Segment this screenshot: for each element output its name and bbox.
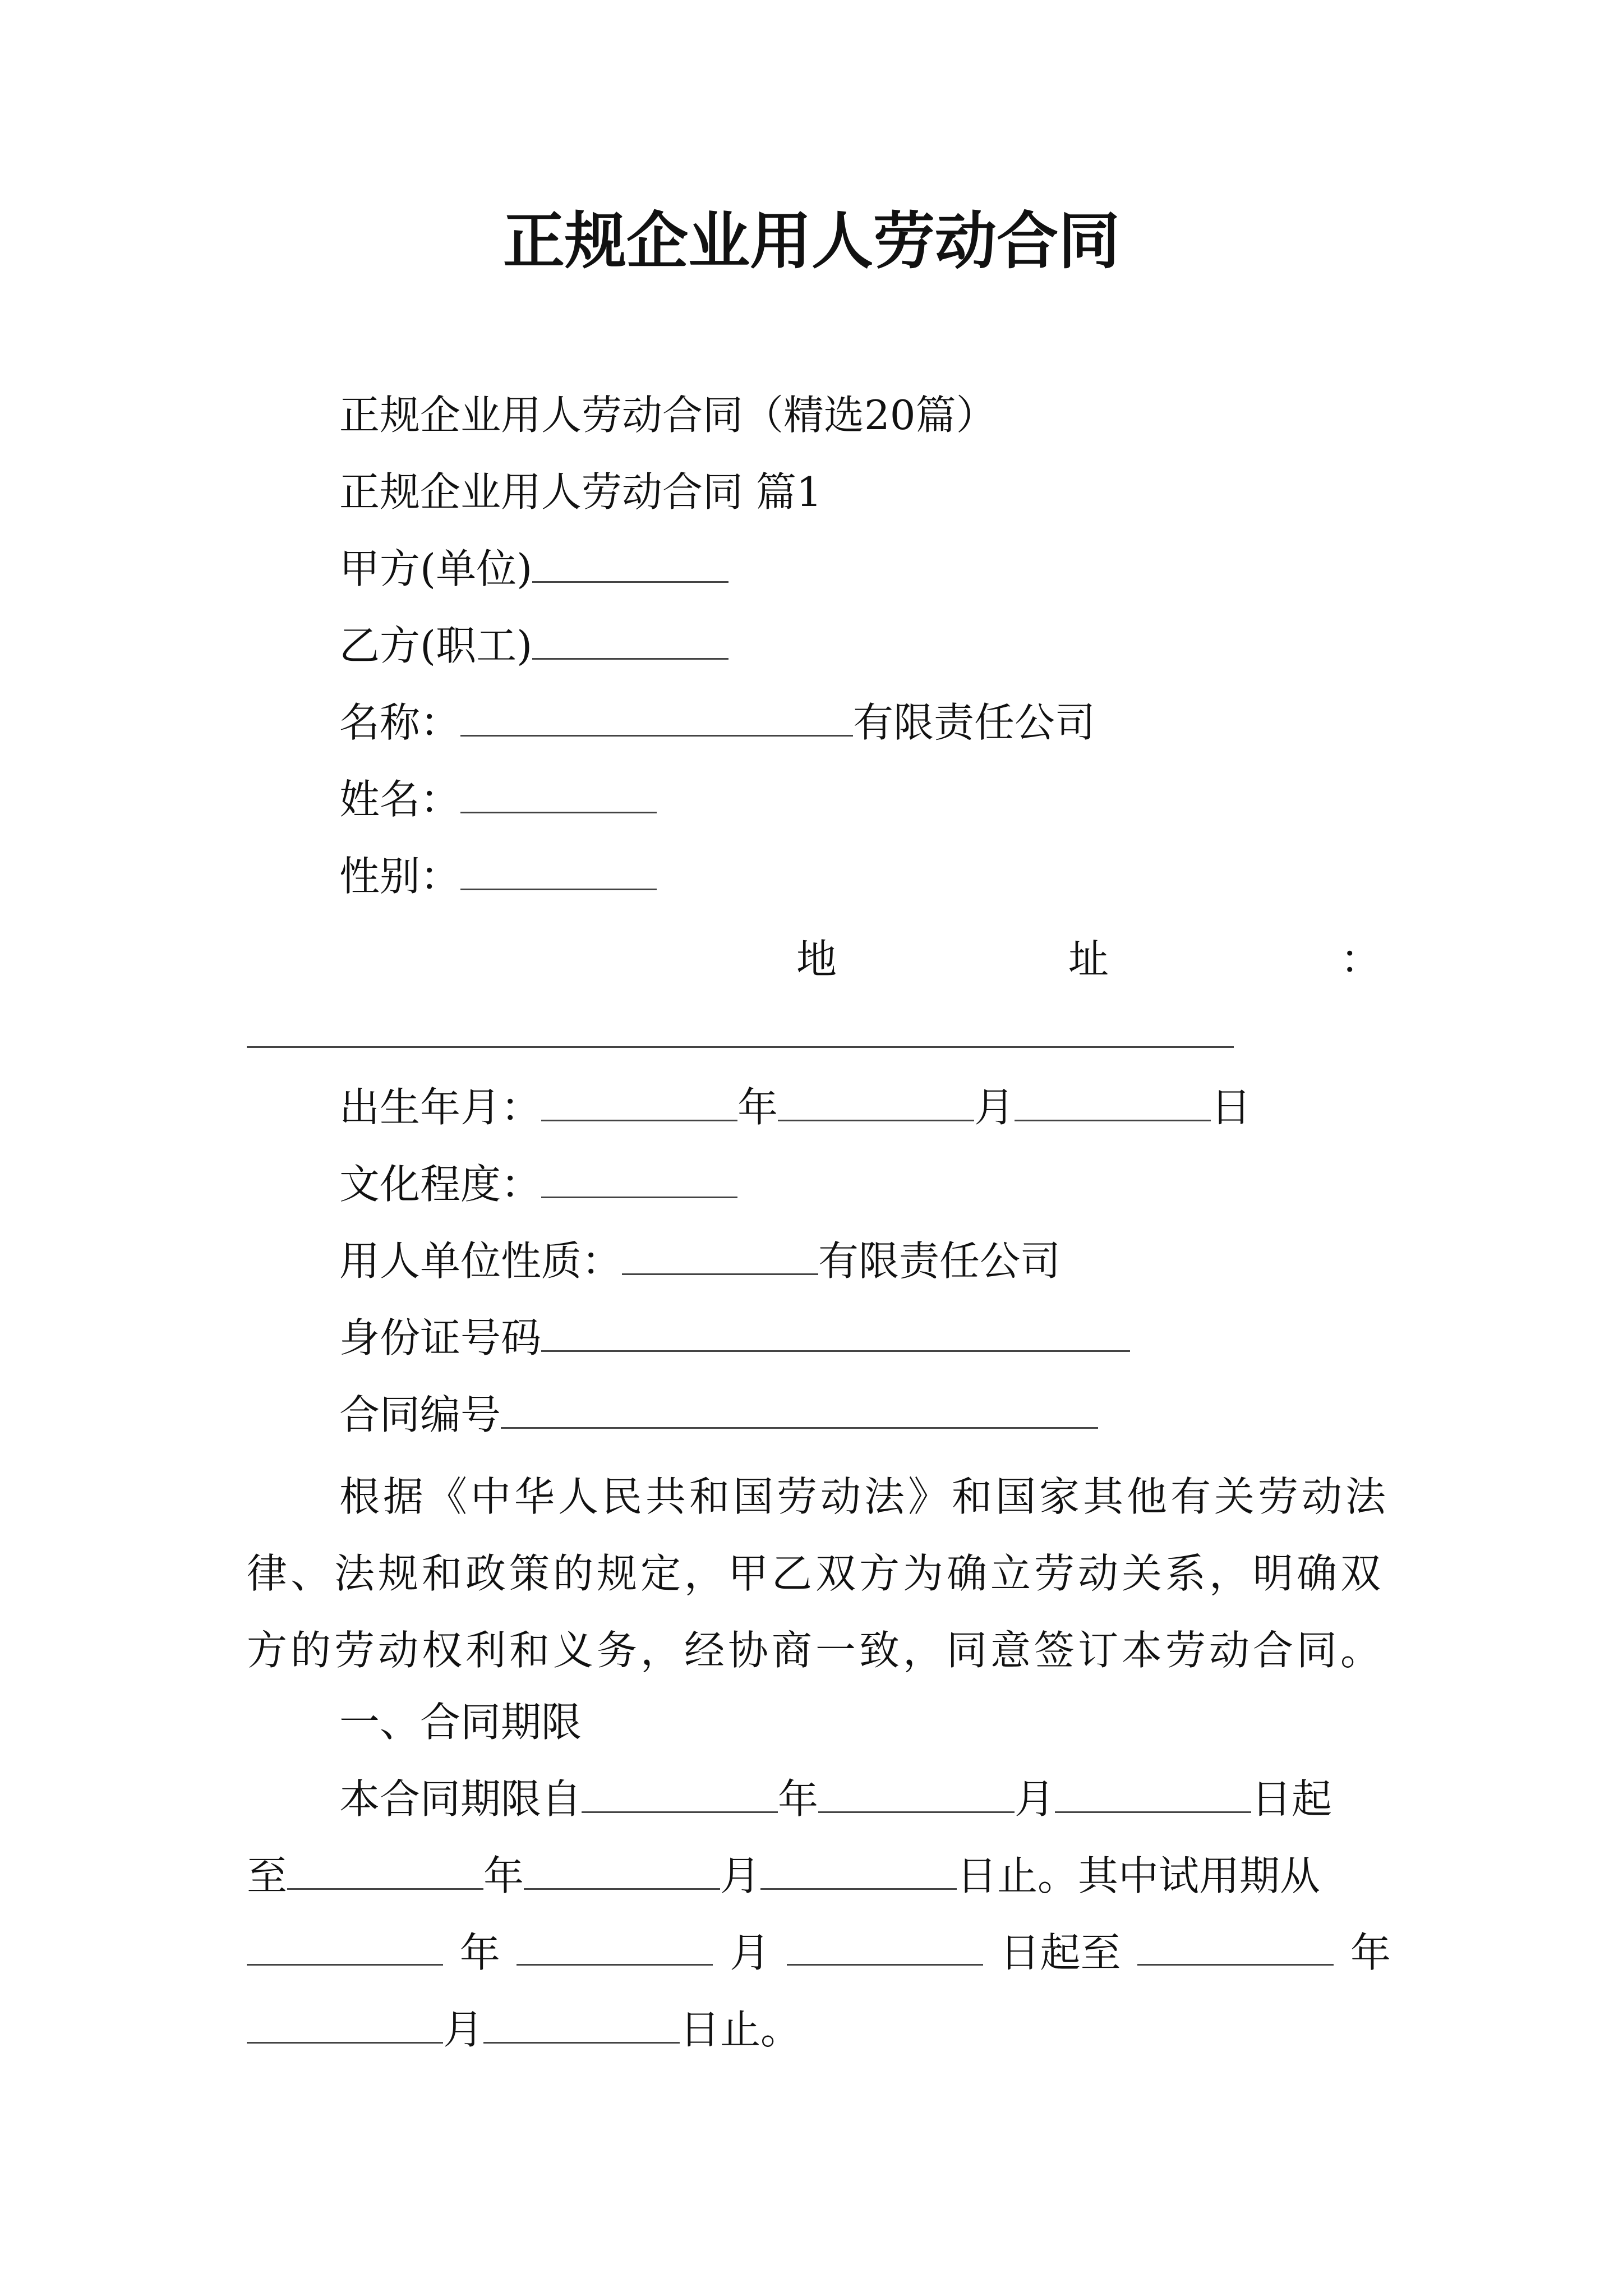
- employer-nature-line: [339, 1233, 1061, 1289]
- education-label: 文化程度：: [339, 1161, 542, 1208]
- contract-no-blank[interactable]: [501, 1388, 1098, 1429]
- probation-end-month-blank[interactable]: [247, 2003, 443, 2044]
- term-end-month-blank[interactable]: [524, 1849, 720, 1890]
- birth-day-unit: 日: [1211, 1084, 1252, 1131]
- party-b-label: 乙方(职工): [339, 622, 533, 669]
- probation-end-month-unit: 月: [443, 2006, 484, 2053]
- probation-end-suffix: 日止。: [680, 2006, 801, 2053]
- company-name-blank[interactable]: [460, 696, 853, 737]
- term-from-label: 本合同期限自: [339, 1775, 582, 1823]
- person-name-label: 姓名：: [339, 776, 461, 823]
- term-end-day-blank[interactable]: [760, 1849, 957, 1890]
- company-name-label: 名称：: [339, 699, 461, 746]
- term-start-year-unit: 年: [778, 1775, 819, 1823]
- document-title: 正规企业用人劳动合同: [503, 205, 1120, 277]
- birth-label: 出生年月：: [339, 1084, 542, 1131]
- address-label-char1: 地: [796, 936, 837, 983]
- probation-end-year-unit: 年: [1350, 1929, 1391, 1976]
- party-a-line: [339, 541, 728, 597]
- person-name-blank[interactable]: [460, 772, 657, 813]
- id-number-line: [339, 1310, 1130, 1366]
- term-line-1: [339, 1771, 1332, 1827]
- id-number-blank[interactable]: [541, 1311, 1130, 1352]
- party-a-label: 甲方(单位): [339, 545, 533, 592]
- clause1-heading: 一、合同期限: [339, 1699, 582, 1746]
- gender-blank[interactable]: [460, 849, 657, 890]
- company-name-line: [339, 694, 1095, 751]
- party-b-blank[interactable]: [532, 619, 728, 660]
- term-end-year-blank[interactable]: [287, 1849, 483, 1890]
- address-colon: ：: [1340, 936, 1381, 983]
- probation-start-year-blank[interactable]: [247, 1925, 443, 1966]
- probation-end-day-blank[interactable]: [483, 2003, 680, 2044]
- probation-start-year-unit: 年: [459, 1929, 500, 1976]
- birth-month-blank[interactable]: [778, 1080, 974, 1121]
- gender-line: [339, 848, 657, 904]
- education-blank[interactable]: [541, 1157, 737, 1198]
- term-end-year-unit: 年: [483, 1852, 524, 1899]
- term-end-suffix: 日止。其中试用期从: [957, 1852, 1321, 1899]
- birth-year-blank[interactable]: [541, 1080, 737, 1121]
- birth-year-unit: 年: [737, 1084, 778, 1131]
- intro-paragraph: 根据《中华人民共和国劳动法》和国家其他有关劳动法律、法规和政策的规定，甲乙双方为确立劳动关系，明确双方的劳动权利和义务，经协商一致，同意签订本劳动合同。: [247, 1473, 1390, 1674]
- term-start-month-unit: 月: [1015, 1775, 1055, 1823]
- contract-no-line: [339, 1387, 1098, 1443]
- term-start-day-blank[interactable]: [1055, 1772, 1251, 1813]
- term-start-suffix: 日起: [1251, 1775, 1332, 1823]
- probation-line-2: [247, 2001, 801, 2058]
- probation-start-suffix: 日起至: [999, 1929, 1121, 1976]
- contract-no-label: 合同编号: [339, 1391, 501, 1438]
- probation-end-year-blank[interactable]: [1137, 1925, 1334, 1966]
- term-start-year-blank[interactable]: [582, 1772, 778, 1813]
- gender-label: 性别：: [339, 853, 461, 900]
- term-start-month-blank[interactable]: [818, 1772, 1015, 1813]
- probation-line-1: [247, 1925, 1391, 1981]
- company-suffix: 有限责任公司: [853, 699, 1096, 746]
- birth-day-blank[interactable]: [1015, 1080, 1211, 1121]
- term-to-label: 至: [247, 1852, 288, 1899]
- probation-start-month-blank[interactable]: [517, 1925, 713, 1966]
- education-line: [339, 1156, 737, 1212]
- probation-start-month-unit: 月: [730, 1929, 771, 1976]
- id-number-label: 身份证号码: [339, 1314, 542, 1361]
- address-blank[interactable]: [247, 1046, 1234, 1048]
- party-a-blank[interactable]: [532, 542, 728, 583]
- term-end-month-unit: 月: [720, 1852, 761, 1899]
- employer-nature-suffix: 有限责任公司: [818, 1237, 1061, 1285]
- person-name-line: [339, 771, 657, 827]
- birth-line: [339, 1079, 1251, 1135]
- document-subtitle: 正规企业用人劳动合同（精选20篇）: [339, 392, 997, 439]
- party-b-line: [339, 618, 728, 674]
- birth-month-unit: 月: [974, 1084, 1015, 1131]
- address-label-char2: 址: [1068, 936, 1109, 983]
- term-line-2: [247, 1848, 1320, 1904]
- probation-start-day-blank[interactable]: [787, 1925, 983, 1966]
- employer-nature-label: 用人单位性质：: [339, 1237, 623, 1285]
- section-heading: 正规企业用人劳动合同 篇1: [339, 468, 822, 516]
- employer-nature-blank[interactable]: [622, 1234, 818, 1275]
